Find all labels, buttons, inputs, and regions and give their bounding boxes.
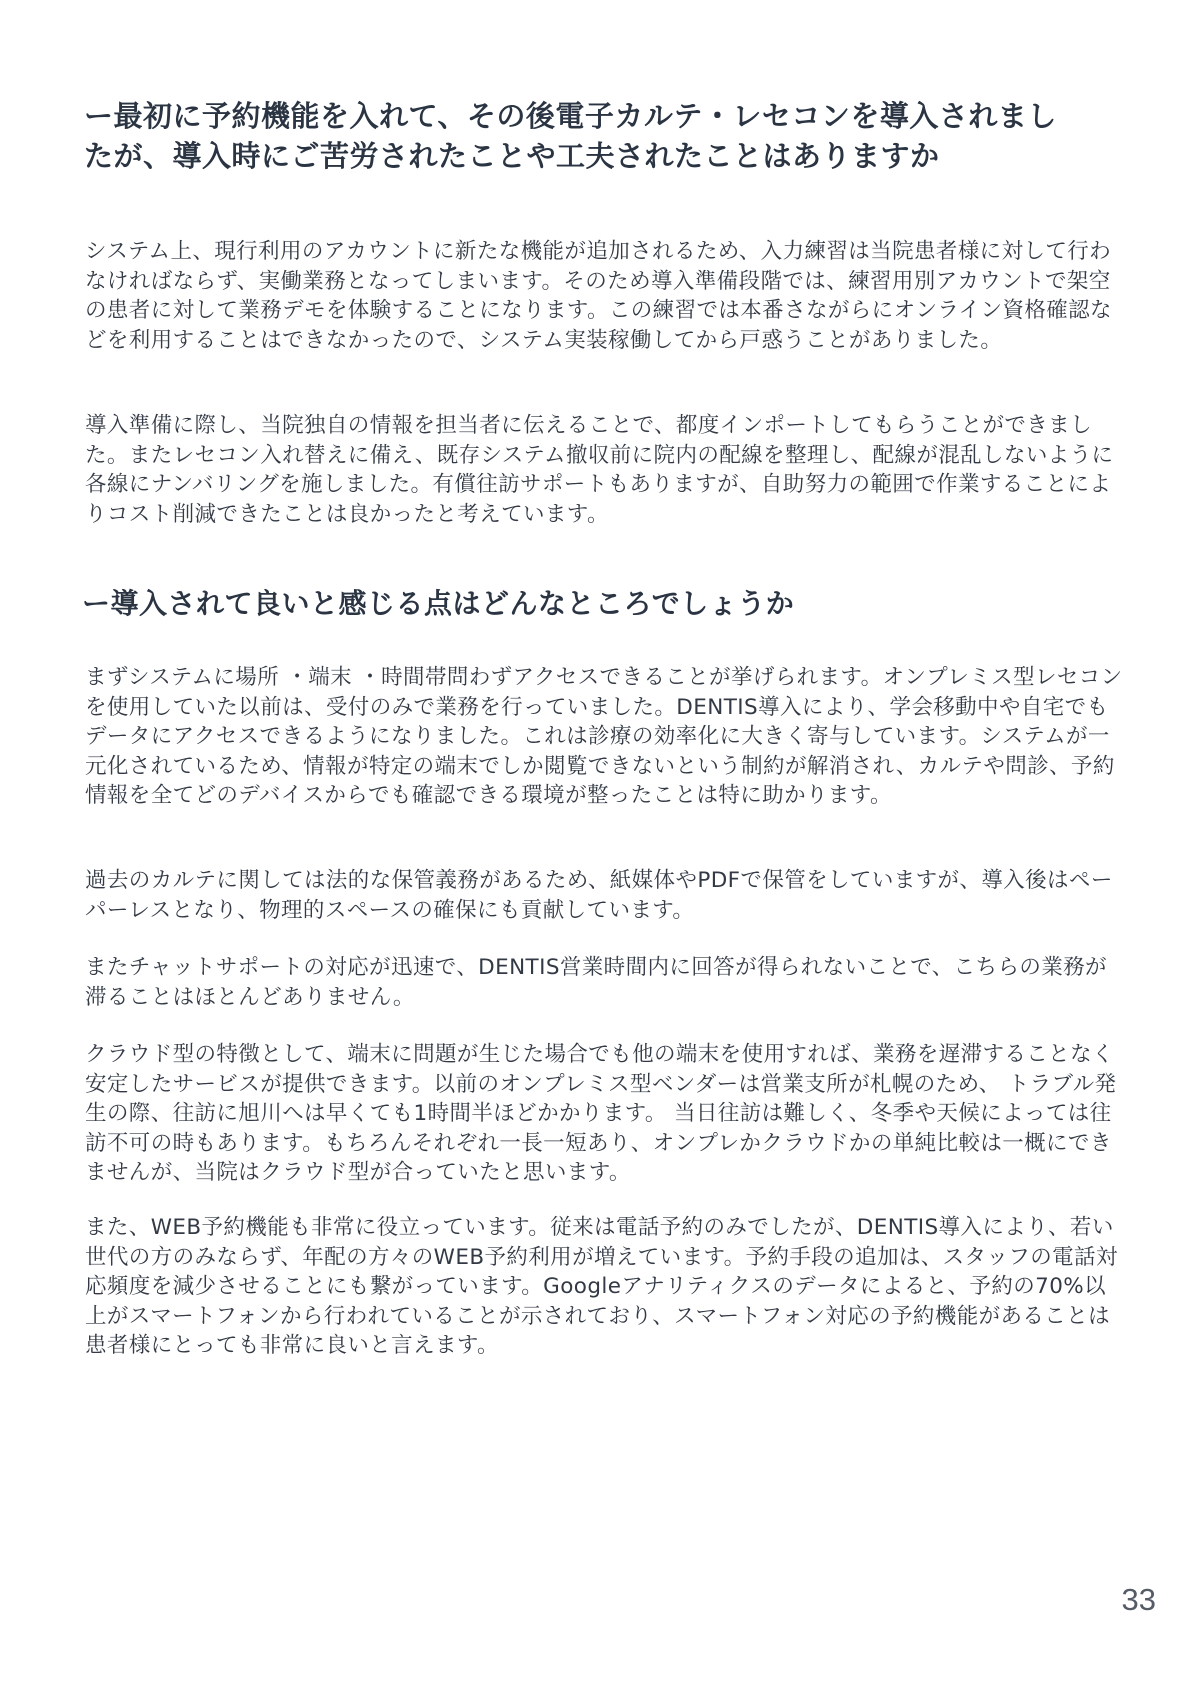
paragraph-cloud-stability: クラウド型の特徴として、端末に問題が生じた場合でも他の端末を使用すれば、業務を遅滞することなく安定したサービスが提供できます。以前のオンプレミス型ベンダーは営業支所が札幌のため、 トラブル発生の際、往訪に旭川へは早くても1時間半ほどかかります。 当日往訪は難しく、冬季や天候によっては往訪不可の時もあります。もちろんそれぞれ一長一短あり、オンプレかクラウドかの単純比較は一概にできませんが、当院はクラウド型が合っていたと思います。 [85,1042,1117,1185]
section-heading-introduction-challenges: ー最初に予約機能を入れて、その後電子カルテ・レセコンを導入されましたが、導入時にご苦労されたことや工夫されたことはありますか [84,99,1057,173]
paragraph-access-anywhere: まずシステムに場所 ・端末 ・時間帯問わずアクセスできることが挙げられます。オンプレミス型レセコンを使用していた以前は、受付のみで業務を行っていました。DENTIS導入により、学会移動中や自宅でもデータにアクセスできるようになりました。これは診療の効率化に大きく寄与しています。システムが一元化されているため、情報が特定の端末でしか閲覧できないという制約が解消され、カルテや問診、予約情報を全てどのデバイスからでも確認できる環境が整ったことは特に助かります。 [85,665,1123,808]
paragraph-web-reservation: また、WEB予約機能も非常に役立っています。従来は電話予約のみでしたが、DENTIS導入により、若い世代の方のみならず、年配の方々のWEB予約利用が増えています。予約手段の追加は、スタッフの電話対応頻度を減少させることにも繋がっています。Googleアナリティクスのデータによると、予約の70%以上がスマートフォンから行われていることが示されており、スマートフォン対応の予約機能があることは患者様にとっても非常に良いと言えます。 [85,1215,1118,1358]
paragraph-paperless: 過去のカルテに関しては法的な保管義務があるため、紙媒体やPDFで保管をしていますが、導入後はペーパーレスとなり、物理的スペースの確保にも貢献しています。 [85,868,1113,923]
section-heading-benefits: ー導入されて良いと感じる点はどんなところでしょうか [82,587,795,620]
page-number: 33 [1121,1582,1156,1617]
paragraph-chat-support: またチャットサポートの対応が迅速で、DENTIS営業時間内に回答が得られないことで、こちらの業務が滞ることはほとんどありません。 [85,955,1107,1010]
paragraph-wiring-preparation: 導入準備に際し、当院独自の情報を担当者に伝えることで、都度インポートしてもらうことができました。またレセコン入れ替えに備え、既存システム撤収前に院内の配線を整理し、配線が混乱しないように各線にナンバリングを施しました。有償往訪サポートもありますが、自助努力の範囲で作業することによりコスト削減できたことは良かったと考えています。 [85,413,1114,527]
paragraph-practice-account: システム上、現行利用のアカウントに新たな機能が追加されるため、入力練習は当院患者様に対して行わなければならず、実働業務となってしまいます。そのため導入準備段階では、練習用別アカウントで架空の患者に対して業務デモを体験することになります。この練習では本番さながらにオンライン資格確認などを利用することはできなかったので、システム実装稼働してから戸惑うことがありました。 [85,239,1112,353]
